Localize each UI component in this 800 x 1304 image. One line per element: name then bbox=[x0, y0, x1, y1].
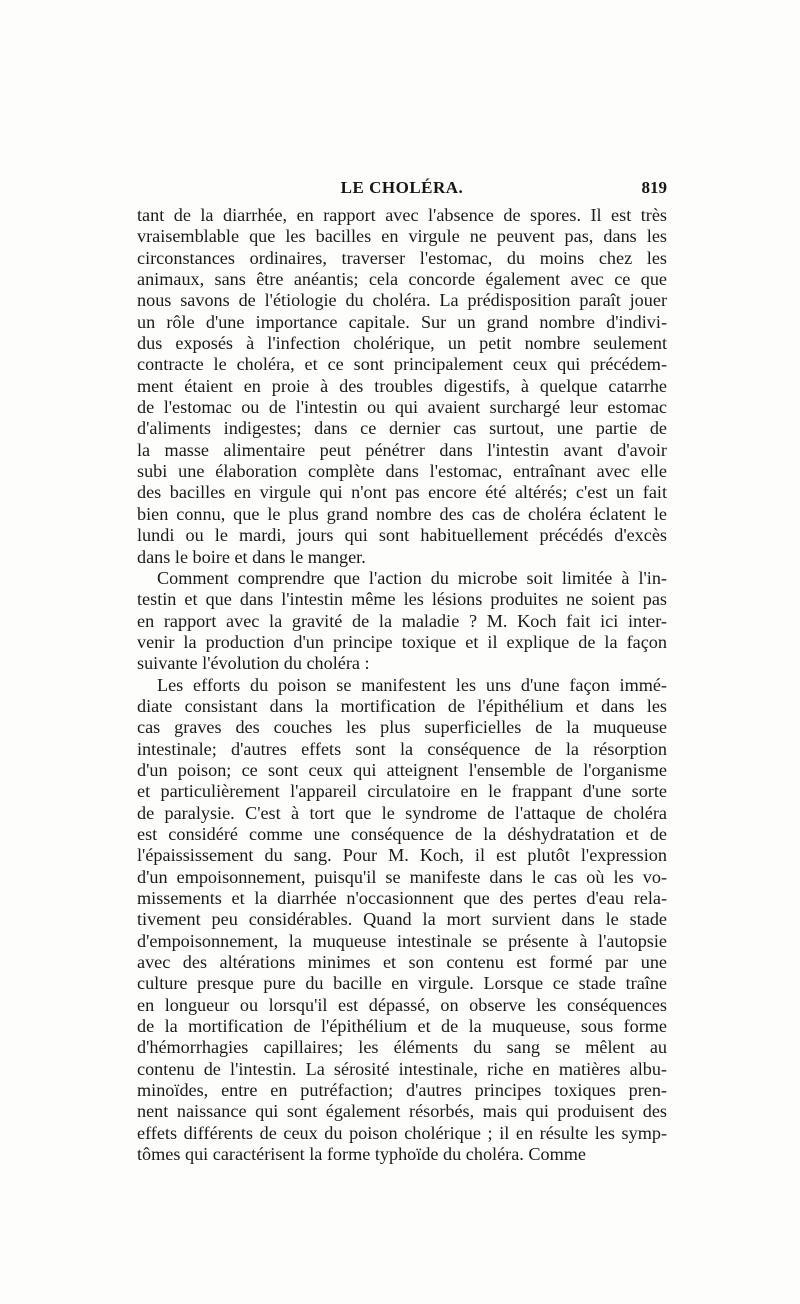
text-line: culture presque pure du bacille en virgule. Lorsque ce stade traîne bbox=[137, 973, 667, 994]
text-line: avec des altérations minimes et son contenu est formé par une bbox=[137, 952, 667, 973]
text-line: l'épaississement du sang. Pour M. Koch, il est plutôt l'expression bbox=[137, 845, 667, 866]
text-line: la masse alimentaire peut pénétrer dans l'intestin avant d'avoir bbox=[137, 439, 667, 460]
text-line: venir la production d'un principe toxique et il explique de la façon bbox=[137, 631, 667, 652]
text-line: d'hémorrhagies capillaires; les éléments du sang se mêlent au bbox=[137, 1037, 667, 1058]
text-line: de l'estomac ou de l'intestin ou qui avaient surchargé leur estomac bbox=[137, 397, 667, 418]
text-line: et particulièrement l'appareil circulatoire en le frappant d'une sorte bbox=[137, 781, 667, 802]
text-line: tômes qui caractérisent la forme typhoïde du choléra. Comme bbox=[137, 1144, 586, 1165]
paragraph bbox=[137, 205, 667, 568]
text-line: nous savons de l'étiologie du choléra. La prédisposition paraît jouer bbox=[137, 290, 667, 311]
text-line: nent naissance qui sont également résorbés, mais qui produisent des bbox=[137, 1101, 667, 1122]
text-line: en rapport avec la gravité de la maladie ? M. Koch fait ici inter- bbox=[137, 610, 667, 631]
paragraph bbox=[137, 568, 667, 675]
text-line: lundi ou le mardi, jours qui sont habituellement précédés d'excès bbox=[137, 525, 667, 546]
running-title: LE CHOLÉRA. bbox=[340, 178, 464, 197]
text-line: des bacilles en virgule qui n'ont pas encore été altérés; c'est un fait bbox=[137, 482, 667, 503]
text-line: d'empoisonnement, la muqueuse intestinale se présente à l'autopsie bbox=[137, 930, 667, 951]
text-line: bien connu, que le plus grand nombre des cas de choléra éclatent le bbox=[137, 503, 667, 524]
running-head bbox=[137, 178, 667, 202]
text-line: tivement peu considérables. Quand la mort survient dans le stade bbox=[137, 909, 667, 930]
text-line: ment étaient en proie à des troubles digestifs, à quelque catarrhe bbox=[137, 375, 667, 396]
text-line: dans le boire et dans le manger. bbox=[137, 546, 366, 567]
text-line: diate consistant dans la mortification de l'épithélium et dans les bbox=[137, 695, 667, 716]
text-line: cas graves des couches les plus superficielles de la muqueuse bbox=[137, 717, 667, 738]
text-line: effets différents de ceux du poison cholérique ; il en résulte les symp- bbox=[137, 1122, 667, 1143]
text-line: intestinale; d'autres effets sont la conséquence de la résorption bbox=[137, 738, 667, 759]
text-line: d'un poison; ce sont ceux qui atteignent l'ensemble de l'organisme bbox=[137, 759, 667, 780]
body-text bbox=[137, 205, 667, 1165]
text-line: Comment comprendre que l'action du microbe soit limitée à l'in- bbox=[157, 567, 667, 588]
text-line: dus exposés à l'infection cholérique, un petit nombre seulement bbox=[137, 333, 667, 354]
text-line: suivante l'évolution du choléra : bbox=[137, 653, 370, 674]
text-line: contenu de l'intestin. La sérosité intestinale, riche en matières albu- bbox=[137, 1058, 667, 1079]
text-line: animaux, sans être anéantis; cela concorde également avec ce que bbox=[137, 269, 667, 290]
text-line: missements et la diarrhée n'occasionnent que des pertes d'eau rela- bbox=[137, 888, 667, 908]
text-line: tant de la diarrhée, en rapport avec l'absence de spores. Il est très bbox=[137, 205, 667, 225]
text-line: d'aliments indigestes; dans ce dernier cas surtout, une partie de bbox=[137, 418, 667, 439]
text-line: subi une élaboration complète dans l'estomac, entraînant avec elle bbox=[137, 461, 667, 482]
text-line: circonstances ordinaires, traverser l'estomac, du moins chez les bbox=[137, 247, 667, 268]
text-line: d'un empoisonnement, puisqu'il se manifeste dans le cas où les vo- bbox=[137, 866, 667, 887]
text-line: en longueur ou lorsqu'il est dépassé, on observe les conséquences bbox=[137, 994, 667, 1015]
text-line: de paralysie. C'est à tort que le syndrome de l'attaque de choléra bbox=[137, 802, 667, 823]
text-line: testin et que dans l'intestin même les lésions produites ne soient pas bbox=[137, 589, 667, 610]
text-line: Les efforts du poison se manifestent les uns d'une façon immé- bbox=[157, 674, 667, 695]
page-number: 819 bbox=[641, 178, 667, 197]
text-line: vraisemblable que les bacilles en virgule ne peuvent pas, dans les bbox=[137, 226, 667, 247]
text-line: de la mortification de l'épithélium et de la muqueuse, sous forme bbox=[137, 1016, 667, 1037]
text-line: un rôle d'une importance capitale. Sur un grand nombre d'indivi- bbox=[137, 311, 667, 332]
text-line: contracte le choléra, et ce sont principalement ceux qui précédem- bbox=[137, 354, 667, 375]
text-line: minoïdes, entre en putréfaction; d'autres principes toxiques pren- bbox=[137, 1080, 667, 1101]
text-line: est considéré comme une conséquence de la déshydratation et de bbox=[137, 823, 667, 844]
paragraph bbox=[137, 675, 667, 1166]
